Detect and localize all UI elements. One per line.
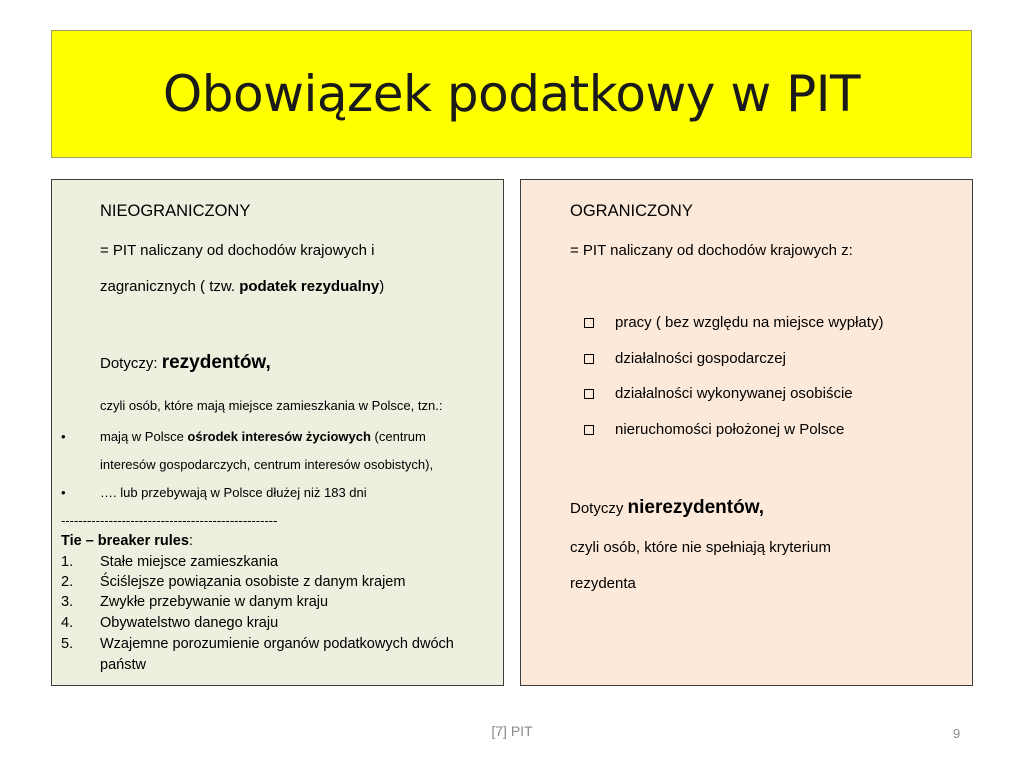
bullet-icon: •: [61, 429, 66, 444]
tie-breaker-label: [61, 533, 193, 549]
left-definition-line2: [100, 278, 384, 295]
rule-text-line2: państw: [100, 657, 146, 673]
def-bold-term: podatek rezydualny: [239, 278, 380, 295]
income-item: pracy ( bez względu na miejsce wypłaty): [615, 314, 884, 331]
rule-number: 2.: [61, 574, 74, 590]
rule-text: Ściślejsze powiązania osobiste z danym krajem: [100, 574, 406, 590]
slide-title: Obowiązek podatkowy w PIT: [162, 65, 861, 123]
rule-number: 4.: [61, 615, 74, 631]
left-heading: NIEOGRANICZONY: [100, 202, 251, 220]
applies-value: nierezydentów,: [627, 497, 765, 518]
left-bullet1-line2: interesów gospodarczych, centrum interesów osobistych),: [100, 457, 434, 472]
left-bullet1: [100, 429, 426, 444]
bullet1-text-end: (centrum: [370, 429, 426, 444]
left-persons-line: czyli osób, które mają miejsce zamieszkania w Polsce, tzn.:: [100, 398, 443, 413]
panel-unlimited-obligation: [51, 179, 504, 686]
income-item: nieruchomości położonej w Polsce: [615, 421, 845, 438]
left-applies: [100, 352, 271, 374]
checkbox-bullet-icon: [584, 318, 594, 328]
rule-number: 5.: [61, 636, 74, 652]
rule-number: 3.: [61, 594, 74, 610]
right-definition: = PIT naliczany od dochodów krajowych z:: [570, 242, 853, 259]
def-text: zagranicznych ( tzw.: [100, 278, 240, 295]
footer-source: [7] PIT: [491, 723, 533, 739]
tie-colon: :: [188, 533, 193, 549]
page-number: 9: [953, 726, 961, 741]
applies-label: Dotyczy:: [100, 355, 162, 372]
applies-value: rezydentów,: [161, 352, 271, 373]
checkbox-bullet-icon: [584, 354, 594, 364]
tie-label-bold: Tie – breaker rules: [61, 533, 189, 549]
left-bullet2: …. lub przebywają w Polsce dłużej niż 183 dni: [100, 485, 367, 500]
right-persons-line2: rezydenta: [570, 575, 636, 592]
income-item: działalności gospodarczej: [615, 350, 786, 367]
rule-text: Wzajemne porozumienie organów podatkowych dwóch: [100, 636, 454, 652]
right-heading: OGRANICZONY: [570, 202, 693, 220]
applies-label: Dotyczy: [570, 500, 628, 517]
left-separator: --------------------------------------------------: [61, 513, 278, 528]
panel-limited-obligation: [520, 179, 973, 686]
bullet1-text: mają w Polsce: [100, 429, 188, 444]
rule-number: 1.: [61, 554, 74, 570]
bullet-icon: •: [61, 485, 66, 500]
right-persons-line1: czyli osób, które nie spełniają kryterium: [570, 539, 831, 556]
rule-text: Zwykłe przebywanie w danym kraju: [100, 594, 329, 610]
title-banner: [51, 30, 972, 158]
def-text-end: ): [379, 278, 385, 295]
checkbox-bullet-icon: [584, 389, 594, 399]
bullet1-bold: ośrodek interesów życiowych: [187, 429, 371, 444]
rule-text: Stałe miejsce zamieszkania: [100, 554, 279, 570]
right-applies: [570, 497, 764, 519]
income-item: działalności wykonywanej osobiście: [615, 385, 853, 402]
left-definition-line1: = PIT naliczany od dochodów krajowych i: [100, 242, 375, 259]
rule-text: Obywatelstwo danego kraju: [100, 615, 279, 631]
checkbox-bullet-icon: [584, 425, 594, 435]
